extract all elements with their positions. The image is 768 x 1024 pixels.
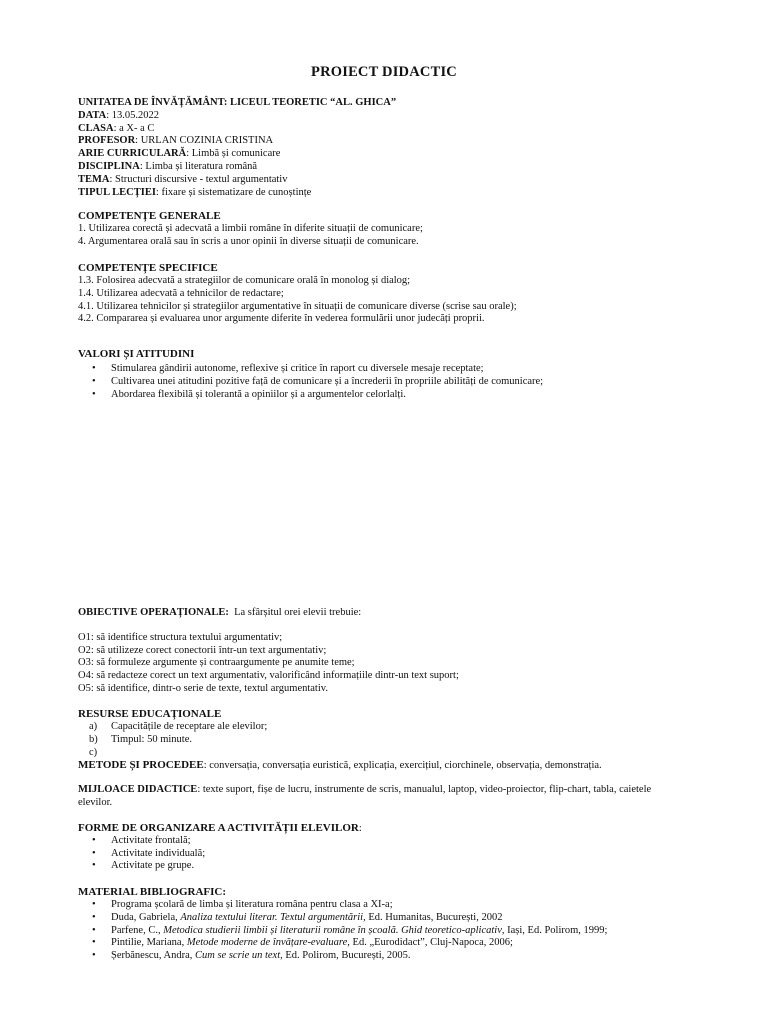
list-item: [78, 363, 698, 376]
header-info: [78, 97, 698, 199]
metode-line: [78, 759, 698, 772]
list-item: [78, 389, 698, 402]
arie-label: ARIE CURRICULARĂ: [78, 148, 187, 160]
bib-publisher: Ed. Humanitas, București, 2002: [365, 911, 503, 923]
mijloace-continuation: elevilor.: [78, 796, 113, 808]
obiective-heading: OBIECTIVE OPERAȚIONALE:: [78, 607, 229, 618]
bullet-icon: •: [92, 363, 96, 374]
bullet-icon: •: [92, 899, 96, 910]
list-item: [78, 721, 698, 734]
resursa-text: Timpul: 50 minute.: [111, 733, 193, 745]
bullet-icon: •: [92, 375, 96, 387]
forme-heading: FORME DE ORGANIZARE A ACTIVITĂȚII ELEVILOR: [78, 822, 359, 834]
resurse-section: [78, 708, 698, 759]
list-item: [78, 950, 698, 963]
bullet-icon: •: [92, 937, 96, 949]
resursa-text: Capacitățile de receptare ale elevilor;: [111, 721, 268, 732]
competenta-specifica-item: 4.2. Compararea și evaluarea unor argumente diferite în vederea formulării unor judecăți proprii.: [78, 313, 485, 325]
bullet-icon: •: [92, 847, 96, 859]
obiectiv-item: O4: să redacteze corect un text argumentativ, valorificând informațiile dintr-un text suport;: [78, 670, 459, 682]
bib-publisher: , Iași, Ed. Polirom, 1999;: [501, 924, 608, 936]
tipul-value: : fixare și sistematizare de cunoștințe: [155, 186, 312, 198]
mijloace-label: MIJLOACE DIDACTICE: [78, 784, 198, 795]
profesor-line: [78, 135, 698, 148]
tipul-label: TIPUL LECȚIEI: [78, 186, 156, 198]
resurse-heading: RESURSE EDUCAȚIONALE: [78, 708, 222, 720]
obiective-intro: La sfârșitul orei elevii trebuie:: [228, 607, 362, 618]
tema-value: : Structuri discursive - textul argumentativ: [109, 173, 288, 185]
forme-section: [78, 822, 698, 873]
arie-line: [78, 148, 698, 161]
clasa-value: : a X- a C: [113, 122, 155, 134]
valori-heading: VALORI ȘI ATITUDINI: [78, 348, 195, 360]
obiectiv-item: O5: să identifice, dintr-o serie de texte, textul argumentativ.: [78, 682, 328, 694]
competente-generale-section: [78, 210, 698, 249]
profesor-label: PROFESOR: [78, 135, 136, 147]
tema-line: [78, 174, 698, 187]
clasa-line: [78, 123, 698, 136]
valori-section: [78, 348, 698, 401]
disciplina-line: [78, 161, 698, 174]
valoare-text: Cultivarea unei atitudini pozitive față de comunicare și a încrederii în propriile abilități de comunicare;: [111, 375, 544, 387]
metode-section: [78, 759, 698, 772]
obiective-section: [78, 607, 698, 696]
bullet-icon: •: [92, 911, 96, 923]
bibliografie-heading: MATERIAL BIBLIOGRAFIC:: [78, 886, 227, 898]
bullet-icon: •: [92, 924, 96, 936]
disciplina-value: : Limba și literatura română: [139, 160, 258, 172]
list-item: [78, 937, 698, 950]
competenta-generala-item: 4. Argumentarea orală sau în scris a unor opinii în diverse situații de comunicare.: [78, 235, 419, 247]
bib-publisher: , Ed. „Eurodidact”, Cluj-Napoca, 2006;: [347, 937, 513, 949]
clasa-label: CLASA: [78, 122, 114, 134]
metode-value: : conversația, conversația euristică, explicația, exercițiul, ciorchinele, observația, demonstrația.: [203, 760, 602, 771]
bib-title: Metodica studierii limbii și literaturii române în școală. Ghid teoretico-aplicativ: [163, 924, 502, 936]
competente-specifice-heading: COMPETENȚE SPECIFICE: [78, 262, 218, 274]
list-item: [78, 899, 698, 912]
bibliografie-section: [78, 886, 698, 963]
unitatea-line: [78, 97, 698, 110]
data-label: DATA: [78, 109, 107, 121]
unitatea-label: UNITATEA DE ÎNVĂȚĂMÂNT: LICEUL TEORETIC “AL. GHICA”: [78, 97, 397, 108]
competenta-generala-item: 1. Utilizarea corectă și adecvată a limbii române în diferite situații de comunicare;: [78, 223, 423, 234]
obiectiv-item: O3: să formuleze argumente și contraargumente pe anumite teme;: [78, 657, 355, 669]
forme-heading-line: [78, 822, 698, 835]
bib-author: Programa școlară de limba și literatura româna pentru clasa a XI-a;: [111, 899, 393, 910]
bullet-icon: •: [92, 834, 96, 846]
obiectiv-item: O1: să identifice structura textului argumentativ;: [78, 631, 283, 643]
competenta-specifica-item: 4.1. Utilizarea tehnicilor și strategiilor argumentative în situații de comunicare diverse (scrise sau orale);: [78, 300, 517, 312]
forme-colon: :: [358, 823, 362, 834]
list-item: [78, 912, 698, 925]
bib-publisher: , Ed. Polirom, București, 2005.: [280, 950, 411, 962]
bib-title: Analiza textului literar. Textul argumentării,: [180, 911, 366, 923]
arie-value: : Limbă și comunicare: [186, 148, 281, 160]
competente-specifice-section: [78, 262, 698, 326]
bib-author: Duda, Gabriela,: [111, 911, 181, 923]
list-item: [78, 747, 698, 760]
bib-author: Șerbănescu, Andra,: [111, 950, 195, 962]
profesor-value: : URLAN COZINIA CRISTINA: [135, 135, 274, 147]
obiective-heading-line: [78, 607, 698, 620]
bib-author: Parfene, C.,: [111, 924, 164, 936]
valoare-text: Abordarea flexibilă și tolerantă a opiniilor și a argumentelor celorlalți.: [111, 388, 406, 400]
forma-text: Activitate pe grupe.: [111, 860, 195, 872]
forma-text: Activitate individuală;: [111, 847, 206, 859]
competenta-specifica-item: 1.4. Utilizarea adecvată a tehnicilor de redactare;: [78, 287, 284, 299]
valoare-text: Stimularea gândirii autonome, reflexive și critice în raport cu diversele mesaje receptate;: [111, 363, 484, 374]
bib-author: Pintilie, Mariana,: [111, 937, 187, 949]
item-marker: b): [89, 733, 98, 745]
bullet-icon: •: [92, 860, 96, 872]
competenta-specifica-item: 1.3. Folosirea adecvată a strategiilor de comunicare orală în monolog și dialog;: [78, 275, 411, 286]
item-marker: a): [89, 721, 98, 732]
list-item: [78, 376, 698, 389]
list-item: [78, 848, 698, 861]
list-item: [78, 860, 698, 873]
list-item: [78, 734, 698, 747]
disciplina-label: DISCIPLINA: [78, 160, 140, 172]
document-title: PROIECT DIDACTIC: [311, 64, 457, 80]
mijloace-section: [78, 784, 708, 810]
mijloace-line: [78, 784, 708, 797]
data-value: : 13.05.2022: [106, 109, 159, 121]
forma-text: Activitate frontală;: [111, 834, 191, 846]
bib-title: Cum se scrie un text: [194, 950, 281, 962]
tema-label: TEMA: [78, 173, 110, 185]
list-item: [78, 835, 698, 848]
bib-title: Metode moderne de învățare-evaluare: [186, 937, 348, 949]
obiectiv-item: O2: să utilizeze corect conectorii într-un text argumentativ;: [78, 644, 327, 656]
competente-generale-heading: COMPETENȚE GENERALE: [78, 210, 221, 222]
list-item: [78, 925, 698, 938]
bullet-icon: •: [92, 388, 96, 400]
metode-label: METODE ȘI PROCEDEE: [78, 759, 204, 771]
item-marker: c): [89, 746, 98, 758]
tipul-line: [78, 187, 698, 200]
mijloace-value: : texte suport, fișe de lucru, instrumente de scris, manualul, laptop, video-proiector, flip-chart, tabla, caietele: [197, 784, 652, 795]
bullet-icon: •: [92, 950, 96, 962]
data-line: [78, 110, 698, 123]
